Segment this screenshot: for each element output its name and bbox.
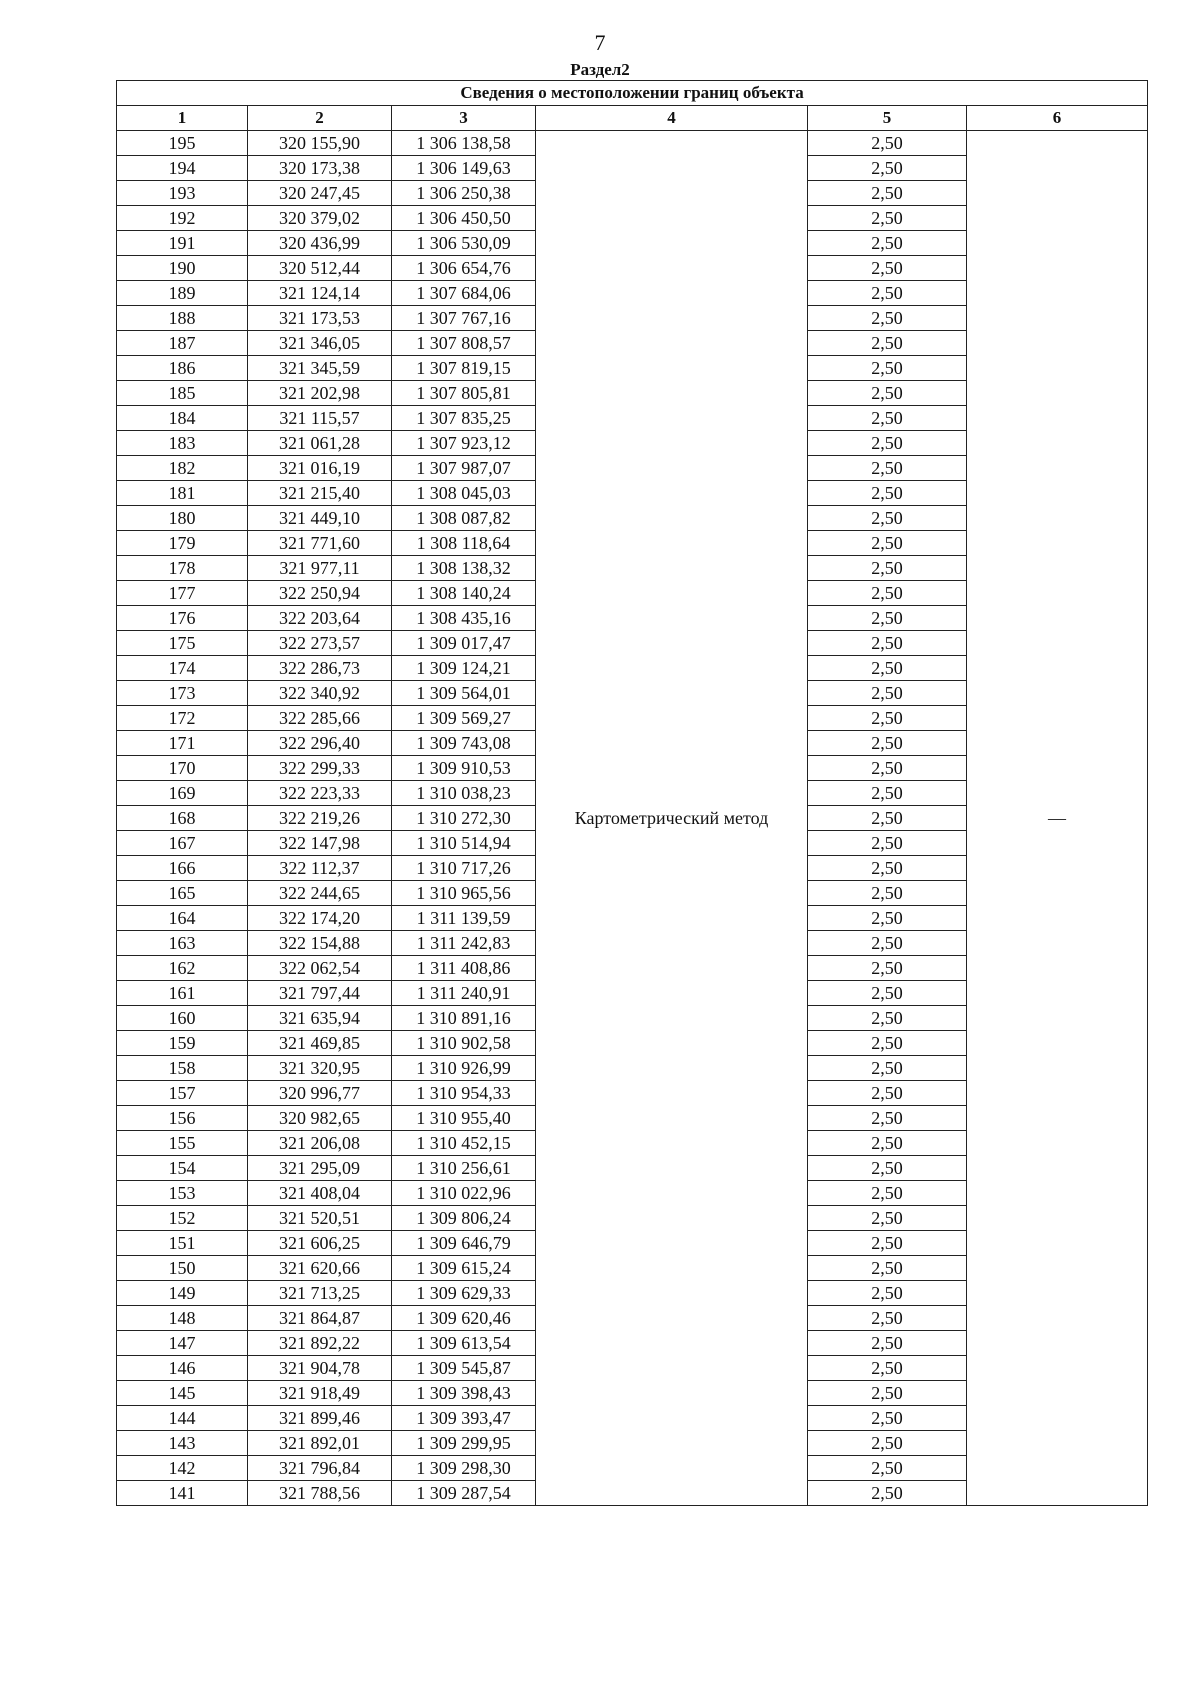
accuracy-cell: 2,50 bbox=[808, 356, 967, 381]
y-coordinate-cell: 1 309 017,47 bbox=[392, 631, 536, 656]
x-coordinate-cell: 321 918,49 bbox=[248, 1381, 392, 1406]
y-coordinate-cell: 1 309 299,95 bbox=[392, 1431, 536, 1456]
point-number-cell: 164 bbox=[117, 906, 248, 931]
y-coordinate-cell: 1 311 139,59 bbox=[392, 906, 536, 931]
accuracy-cell: 2,50 bbox=[808, 781, 967, 806]
y-coordinate-cell: 1 308 087,82 bbox=[392, 506, 536, 531]
x-coordinate-cell: 321 904,78 bbox=[248, 1356, 392, 1381]
point-number-cell: 186 bbox=[117, 356, 248, 381]
x-coordinate-cell: 321 295,09 bbox=[248, 1156, 392, 1181]
point-number-cell: 177 bbox=[117, 581, 248, 606]
x-coordinate-cell: 320 436,99 bbox=[248, 231, 392, 256]
accuracy-cell: 2,50 bbox=[808, 581, 967, 606]
point-number-cell: 174 bbox=[117, 656, 248, 681]
point-number-cell: 165 bbox=[117, 881, 248, 906]
accuracy-cell: 2,50 bbox=[808, 281, 967, 306]
y-coordinate-cell: 1 311 240,91 bbox=[392, 981, 536, 1006]
x-coordinate-cell: 321 320,95 bbox=[248, 1056, 392, 1081]
x-coordinate-cell: 322 299,33 bbox=[248, 756, 392, 781]
x-coordinate-cell: 321 892,01 bbox=[248, 1431, 392, 1456]
point-number-cell: 169 bbox=[117, 781, 248, 806]
y-coordinate-cell: 1 306 530,09 bbox=[392, 231, 536, 256]
x-coordinate-cell: 322 062,54 bbox=[248, 956, 392, 981]
x-coordinate-cell: 321 606,25 bbox=[248, 1231, 392, 1256]
x-coordinate-cell: 322 250,94 bbox=[248, 581, 392, 606]
column-header: 5 bbox=[808, 106, 967, 131]
point-number-cell: 151 bbox=[117, 1231, 248, 1256]
point-number-cell: 144 bbox=[117, 1406, 248, 1431]
accuracy-cell: 2,50 bbox=[808, 1431, 967, 1456]
accuracy-cell: 2,50 bbox=[808, 956, 967, 981]
y-coordinate-cell: 1 307 819,15 bbox=[392, 356, 536, 381]
accuracy-cell: 2,50 bbox=[808, 1081, 967, 1106]
point-number-cell: 146 bbox=[117, 1356, 248, 1381]
section-title: Раздел2 bbox=[570, 60, 630, 79]
y-coordinate-cell: 1 308 140,24 bbox=[392, 581, 536, 606]
accuracy-cell: 2,50 bbox=[808, 181, 967, 206]
point-number-cell: 162 bbox=[117, 956, 248, 981]
y-coordinate-cell: 1 307 767,16 bbox=[392, 306, 536, 331]
y-coordinate-cell: 1 308 118,64 bbox=[392, 531, 536, 556]
accuracy-cell: 2,50 bbox=[808, 606, 967, 631]
accuracy-cell: 2,50 bbox=[808, 681, 967, 706]
point-number-cell: 148 bbox=[117, 1306, 248, 1331]
accuracy-cell: 2,50 bbox=[808, 656, 967, 681]
point-number-cell: 152 bbox=[117, 1206, 248, 1231]
accuracy-cell: 2,50 bbox=[808, 1406, 967, 1431]
y-coordinate-cell: 1 309 569,27 bbox=[392, 706, 536, 731]
x-coordinate-cell: 321 620,66 bbox=[248, 1256, 392, 1281]
x-coordinate-cell: 321 977,11 bbox=[248, 556, 392, 581]
column-header: 2 bbox=[248, 106, 392, 131]
accuracy-cell: 2,50 bbox=[808, 206, 967, 231]
y-coordinate-cell: 1 309 564,01 bbox=[392, 681, 536, 706]
y-coordinate-cell: 1 310 954,33 bbox=[392, 1081, 536, 1106]
y-coordinate-cell: 1 309 629,33 bbox=[392, 1281, 536, 1306]
point-number-cell: 190 bbox=[117, 256, 248, 281]
accuracy-cell: 2,50 bbox=[808, 431, 967, 456]
x-coordinate-cell: 322 244,65 bbox=[248, 881, 392, 906]
column-header: 3 bbox=[392, 106, 536, 131]
accuracy-cell: 2,50 bbox=[808, 1381, 967, 1406]
y-coordinate-cell: 1 307 808,57 bbox=[392, 331, 536, 356]
accuracy-cell: 2,50 bbox=[808, 1281, 967, 1306]
y-coordinate-cell: 1 306 149,63 bbox=[392, 156, 536, 181]
x-coordinate-cell: 322 112,37 bbox=[248, 856, 392, 881]
x-coordinate-cell: 321 520,51 bbox=[248, 1206, 392, 1231]
y-coordinate-cell: 1 310 902,58 bbox=[392, 1031, 536, 1056]
boundary-coordinates-table bbox=[116, 80, 1148, 1506]
accuracy-cell: 2,50 bbox=[808, 1306, 967, 1331]
y-coordinate-cell: 1 309 545,87 bbox=[392, 1356, 536, 1381]
x-coordinate-cell: 321 899,46 bbox=[248, 1406, 392, 1431]
point-number-cell: 172 bbox=[117, 706, 248, 731]
y-coordinate-cell: 1 309 743,08 bbox=[392, 731, 536, 756]
point-number-cell: 159 bbox=[117, 1031, 248, 1056]
x-coordinate-cell: 321 346,05 bbox=[248, 331, 392, 356]
point-number-cell: 163 bbox=[117, 931, 248, 956]
accuracy-cell: 2,50 bbox=[808, 1331, 967, 1356]
table-caption: Сведения о местоположении границ объекта bbox=[117, 81, 1148, 106]
y-coordinate-cell: 1 309 124,21 bbox=[392, 656, 536, 681]
point-number-cell: 188 bbox=[117, 306, 248, 331]
accuracy-cell: 2,50 bbox=[808, 1031, 967, 1056]
x-coordinate-cell: 321 796,84 bbox=[248, 1456, 392, 1481]
table-row bbox=[117, 131, 1148, 156]
y-coordinate-cell: 1 310 256,61 bbox=[392, 1156, 536, 1181]
x-coordinate-cell: 322 285,66 bbox=[248, 706, 392, 731]
accuracy-cell: 2,50 bbox=[808, 256, 967, 281]
accuracy-cell: 2,50 bbox=[808, 1356, 967, 1381]
y-coordinate-cell: 1 309 298,30 bbox=[392, 1456, 536, 1481]
y-coordinate-cell: 1 310 955,40 bbox=[392, 1106, 536, 1131]
accuracy-cell: 2,50 bbox=[808, 131, 967, 156]
x-coordinate-cell: 321 449,10 bbox=[248, 506, 392, 531]
accuracy-cell: 2,50 bbox=[808, 906, 967, 931]
y-coordinate-cell: 1 310 891,16 bbox=[392, 1006, 536, 1031]
x-coordinate-cell: 320 982,65 bbox=[248, 1106, 392, 1131]
point-number-cell: 189 bbox=[117, 281, 248, 306]
accuracy-cell: 2,50 bbox=[808, 931, 967, 956]
y-coordinate-cell: 1 309 806,24 bbox=[392, 1206, 536, 1231]
point-number-cell: 170 bbox=[117, 756, 248, 781]
x-coordinate-cell: 322 154,88 bbox=[248, 931, 392, 956]
point-number-cell: 176 bbox=[117, 606, 248, 631]
point-number-cell: 180 bbox=[117, 506, 248, 531]
y-coordinate-cell: 1 308 045,03 bbox=[392, 481, 536, 506]
point-number-cell: 175 bbox=[117, 631, 248, 656]
accuracy-cell: 2,50 bbox=[808, 1131, 967, 1156]
point-number-cell: 185 bbox=[117, 381, 248, 406]
point-number-cell: 181 bbox=[117, 481, 248, 506]
accuracy-cell: 2,50 bbox=[808, 481, 967, 506]
y-coordinate-cell: 1 308 138,32 bbox=[392, 556, 536, 581]
point-number-cell: 153 bbox=[117, 1181, 248, 1206]
x-coordinate-cell: 321 016,19 bbox=[248, 456, 392, 481]
y-coordinate-cell: 1 311 242,83 bbox=[392, 931, 536, 956]
y-coordinate-cell: 1 309 620,46 bbox=[392, 1306, 536, 1331]
accuracy-cell: 2,50 bbox=[808, 706, 967, 731]
point-number-cell: 194 bbox=[117, 156, 248, 181]
x-coordinate-cell: 322 203,64 bbox=[248, 606, 392, 631]
x-coordinate-cell: 321 115,57 bbox=[248, 406, 392, 431]
y-coordinate-cell: 1 306 250,38 bbox=[392, 181, 536, 206]
accuracy-cell: 2,50 bbox=[808, 1481, 967, 1506]
x-coordinate-cell: 321 469,85 bbox=[248, 1031, 392, 1056]
point-number-cell: 192 bbox=[117, 206, 248, 231]
x-coordinate-cell: 322 296,40 bbox=[248, 731, 392, 756]
accuracy-cell: 2,50 bbox=[808, 1181, 967, 1206]
x-coordinate-cell: 320 512,44 bbox=[248, 256, 392, 281]
point-number-cell: 168 bbox=[117, 806, 248, 831]
x-coordinate-cell: 320 996,77 bbox=[248, 1081, 392, 1106]
point-number-cell: 166 bbox=[117, 856, 248, 881]
y-coordinate-cell: 1 310 038,23 bbox=[392, 781, 536, 806]
point-number-cell: 158 bbox=[117, 1056, 248, 1081]
point-number-cell: 178 bbox=[117, 556, 248, 581]
accuracy-cell: 2,50 bbox=[808, 1056, 967, 1081]
point-number-cell: 171 bbox=[117, 731, 248, 756]
y-coordinate-cell: 1 307 684,06 bbox=[392, 281, 536, 306]
x-coordinate-cell: 322 273,57 bbox=[248, 631, 392, 656]
x-coordinate-cell: 321 892,22 bbox=[248, 1331, 392, 1356]
point-number-cell: 184 bbox=[117, 406, 248, 431]
accuracy-cell: 2,50 bbox=[808, 731, 967, 756]
x-coordinate-cell: 320 247,45 bbox=[248, 181, 392, 206]
point-number-cell: 149 bbox=[117, 1281, 248, 1306]
x-coordinate-cell: 321 864,87 bbox=[248, 1306, 392, 1331]
y-coordinate-cell: 1 306 138,58 bbox=[392, 131, 536, 156]
y-coordinate-cell: 1 310 926,99 bbox=[392, 1056, 536, 1081]
point-number-cell: 147 bbox=[117, 1331, 248, 1356]
point-number-cell: 160 bbox=[117, 1006, 248, 1031]
accuracy-cell: 2,50 bbox=[808, 1156, 967, 1181]
x-coordinate-cell: 320 379,02 bbox=[248, 206, 392, 231]
x-coordinate-cell: 321 202,98 bbox=[248, 381, 392, 406]
point-number-cell: 142 bbox=[117, 1456, 248, 1481]
x-coordinate-cell: 321 345,59 bbox=[248, 356, 392, 381]
point-number-cell: 182 bbox=[117, 456, 248, 481]
accuracy-cell: 2,50 bbox=[808, 631, 967, 656]
x-coordinate-cell: 321 124,14 bbox=[248, 281, 392, 306]
point-number-cell: 155 bbox=[117, 1131, 248, 1156]
accuracy-cell: 2,50 bbox=[808, 806, 967, 831]
y-coordinate-cell: 1 311 408,86 bbox=[392, 956, 536, 981]
x-coordinate-cell: 321 061,28 bbox=[248, 431, 392, 456]
x-coordinate-cell: 321 206,08 bbox=[248, 1131, 392, 1156]
column-header: 1 bbox=[117, 106, 248, 131]
point-number-cell: 157 bbox=[117, 1081, 248, 1106]
point-number-cell: 179 bbox=[117, 531, 248, 556]
point-number-cell: 173 bbox=[117, 681, 248, 706]
point-number-cell: 183 bbox=[117, 431, 248, 456]
accuracy-cell: 2,50 bbox=[808, 306, 967, 331]
point-number-cell: 145 bbox=[117, 1381, 248, 1406]
y-coordinate-cell: 1 309 393,47 bbox=[392, 1406, 536, 1431]
x-coordinate-cell: 322 223,33 bbox=[248, 781, 392, 806]
x-coordinate-cell: 322 174,20 bbox=[248, 906, 392, 931]
x-coordinate-cell: 320 173,38 bbox=[248, 156, 392, 181]
point-number-cell: 167 bbox=[117, 831, 248, 856]
accuracy-cell: 2,50 bbox=[808, 1256, 967, 1281]
x-coordinate-cell: 321 771,60 bbox=[248, 531, 392, 556]
point-number-cell: 191 bbox=[117, 231, 248, 256]
column-header: 4 bbox=[536, 106, 808, 131]
y-coordinate-cell: 1 306 654,76 bbox=[392, 256, 536, 281]
x-coordinate-cell: 322 147,98 bbox=[248, 831, 392, 856]
y-coordinate-cell: 1 307 835,25 bbox=[392, 406, 536, 431]
accuracy-cell: 2,50 bbox=[808, 331, 967, 356]
point-number-cell: 195 bbox=[117, 131, 248, 156]
point-number-cell: 141 bbox=[117, 1481, 248, 1506]
method-cell: Картометрический метод bbox=[536, 131, 808, 1506]
accuracy-cell: 2,50 bbox=[808, 1206, 967, 1231]
y-coordinate-cell: 1 310 514,94 bbox=[392, 831, 536, 856]
x-coordinate-cell: 321 788,56 bbox=[248, 1481, 392, 1506]
y-coordinate-cell: 1 310 717,26 bbox=[392, 856, 536, 881]
column-header: 6 bbox=[967, 106, 1148, 131]
point-number-cell: 156 bbox=[117, 1106, 248, 1131]
accuracy-cell: 2,50 bbox=[808, 1006, 967, 1031]
point-number-cell: 143 bbox=[117, 1431, 248, 1456]
x-coordinate-cell: 320 155,90 bbox=[248, 131, 392, 156]
y-coordinate-cell: 1 310 272,30 bbox=[392, 806, 536, 831]
accuracy-cell: 2,50 bbox=[808, 406, 967, 431]
accuracy-cell: 2,50 bbox=[808, 231, 967, 256]
x-coordinate-cell: 321 173,53 bbox=[248, 306, 392, 331]
x-coordinate-cell: 321 797,44 bbox=[248, 981, 392, 1006]
point-number-cell: 161 bbox=[117, 981, 248, 1006]
point-number-cell: 187 bbox=[117, 331, 248, 356]
x-coordinate-cell: 321 713,25 bbox=[248, 1281, 392, 1306]
y-coordinate-cell: 1 310 452,15 bbox=[392, 1131, 536, 1156]
y-coordinate-cell: 1 310 965,56 bbox=[392, 881, 536, 906]
accuracy-cell: 2,50 bbox=[808, 556, 967, 581]
y-coordinate-cell: 1 309 287,54 bbox=[392, 1481, 536, 1506]
y-coordinate-cell: 1 309 613,54 bbox=[392, 1331, 536, 1356]
y-coordinate-cell: 1 307 805,81 bbox=[392, 381, 536, 406]
accuracy-cell: 2,50 bbox=[808, 1231, 967, 1256]
accuracy-cell: 2,50 bbox=[808, 531, 967, 556]
y-coordinate-cell: 1 309 646,79 bbox=[392, 1231, 536, 1256]
y-coordinate-cell: 1 307 923,12 bbox=[392, 431, 536, 456]
point-number-cell: 193 bbox=[117, 181, 248, 206]
x-coordinate-cell: 321 408,04 bbox=[248, 1181, 392, 1206]
caption-row bbox=[117, 81, 1148, 106]
accuracy-cell: 2,50 bbox=[808, 506, 967, 531]
accuracy-cell: 2,50 bbox=[808, 756, 967, 781]
note-cell: — bbox=[967, 131, 1148, 1506]
page-number: 7 bbox=[594, 30, 606, 55]
y-coordinate-cell: 1 307 987,07 bbox=[392, 456, 536, 481]
x-coordinate-cell: 322 340,92 bbox=[248, 681, 392, 706]
x-coordinate-cell: 322 286,73 bbox=[248, 656, 392, 681]
accuracy-cell: 2,50 bbox=[808, 981, 967, 1006]
y-coordinate-cell: 1 309 398,43 bbox=[392, 1381, 536, 1406]
x-coordinate-cell: 321 215,40 bbox=[248, 481, 392, 506]
y-coordinate-cell: 1 309 615,24 bbox=[392, 1256, 536, 1281]
x-coordinate-cell: 321 635,94 bbox=[248, 1006, 392, 1031]
accuracy-cell: 2,50 bbox=[808, 1456, 967, 1481]
accuracy-cell: 2,50 bbox=[808, 856, 967, 881]
point-number-cell: 150 bbox=[117, 1256, 248, 1281]
accuracy-cell: 2,50 bbox=[808, 831, 967, 856]
x-coordinate-cell: 322 219,26 bbox=[248, 806, 392, 831]
accuracy-cell: 2,50 bbox=[808, 881, 967, 906]
point-number-cell: 154 bbox=[117, 1156, 248, 1181]
y-coordinate-cell: 1 310 022,96 bbox=[392, 1181, 536, 1206]
y-coordinate-cell: 1 309 910,53 bbox=[392, 756, 536, 781]
column-header-row bbox=[117, 106, 1148, 131]
y-coordinate-cell: 1 306 450,50 bbox=[392, 206, 536, 231]
accuracy-cell: 2,50 bbox=[808, 456, 967, 481]
accuracy-cell: 2,50 bbox=[808, 381, 967, 406]
y-coordinate-cell: 1 308 435,16 bbox=[392, 606, 536, 631]
accuracy-cell: 2,50 bbox=[808, 156, 967, 181]
accuracy-cell: 2,50 bbox=[808, 1106, 967, 1131]
table-body bbox=[117, 131, 1148, 1506]
